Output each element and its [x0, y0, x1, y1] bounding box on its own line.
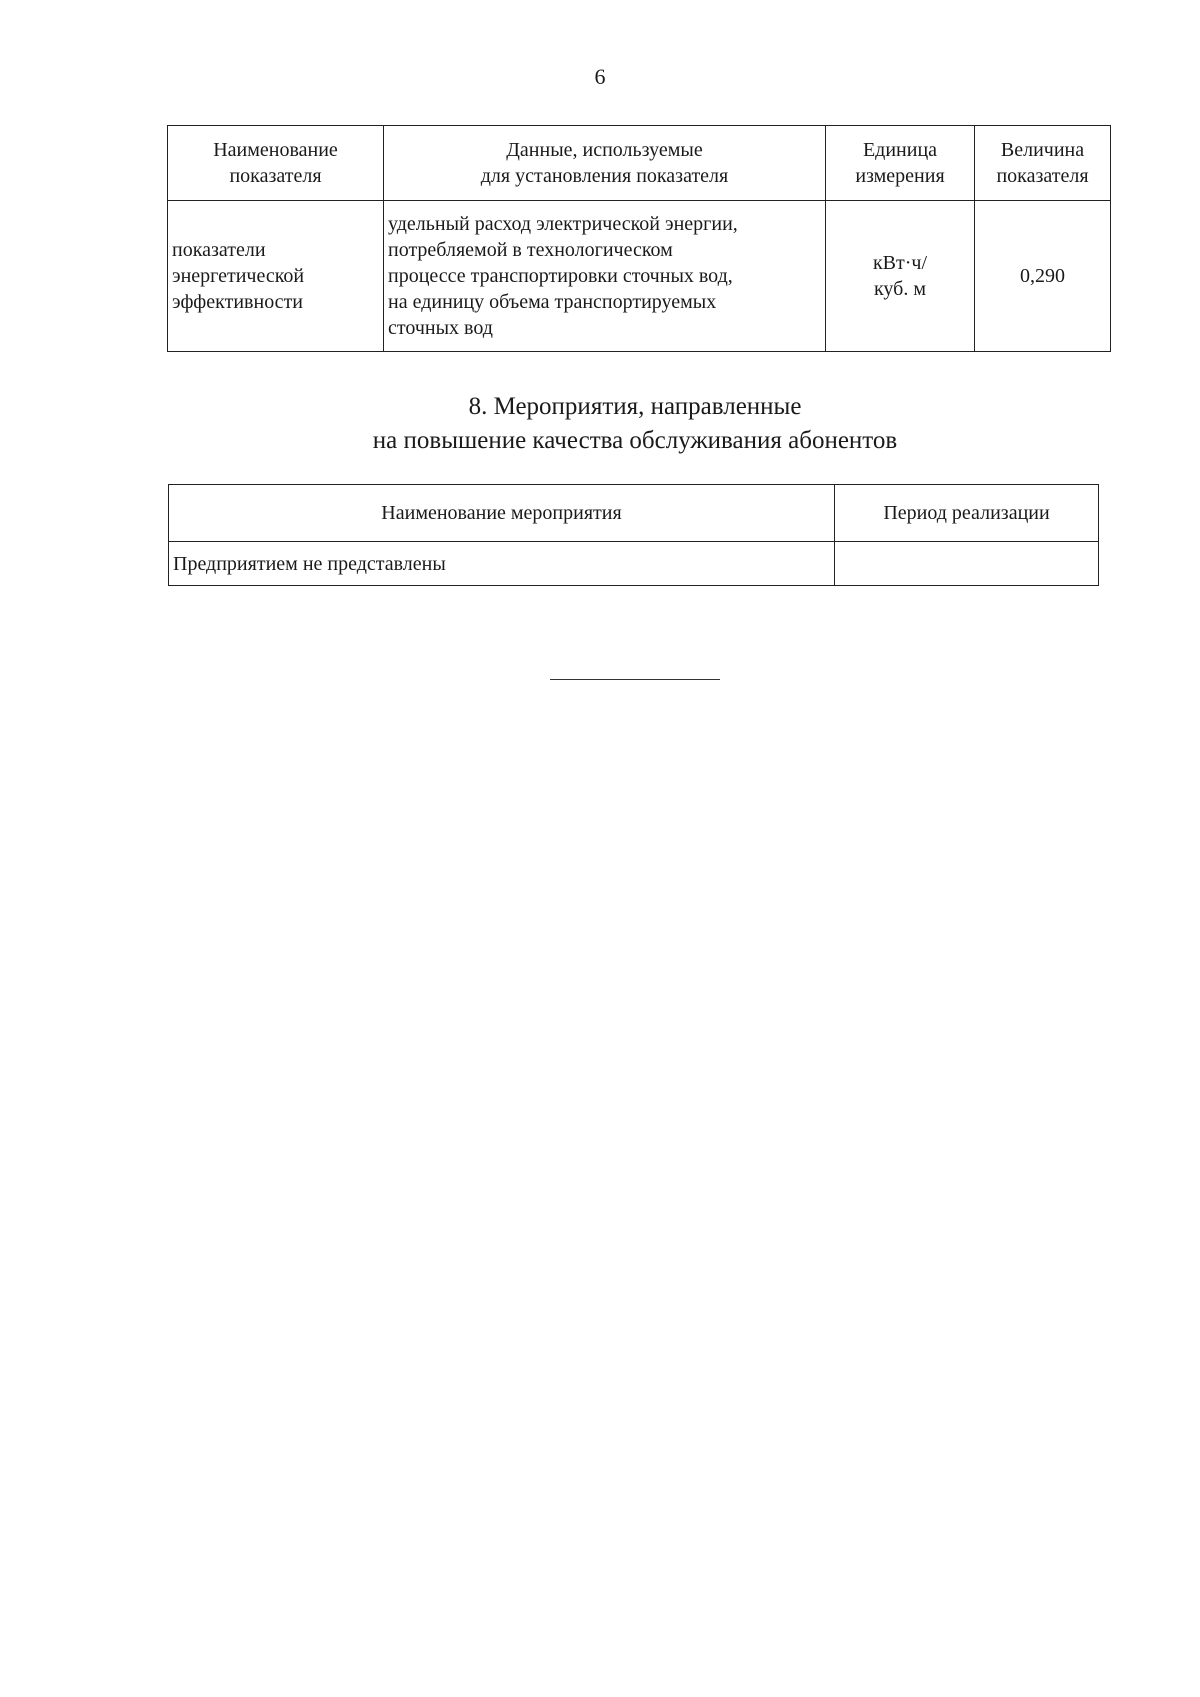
column-header-period: Период реализации: [835, 485, 1099, 542]
table-header-row: [169, 485, 1099, 542]
section-heading: [0, 390, 1200, 458]
column-header-unit: Единица измерения: [826, 126, 975, 201]
column-header-source-data: Данные, используемые для установления показателя: [384, 126, 826, 201]
table-row: [169, 542, 1099, 586]
indicator-name-cell: показатели энергетической эффективности: [168, 201, 384, 352]
table-row: [168, 201, 1111, 352]
page-number: 6: [594, 64, 606, 89]
indicator-data-cell: удельный расход электрической энергии, потребляемой в технологическом процессе транспортировки сточных вод, на единицу объема транспортируемых сточных вод: [384, 201, 826, 352]
end-of-document-rule: [550, 679, 720, 680]
measure-name-cell: Предприятием не представлены: [169, 542, 835, 586]
column-header-value: Величина показателя: [975, 126, 1111, 201]
measure-period-cell: [835, 542, 1099, 586]
section-heading-line-2: на повышение качества обслуживания абонентов: [372, 427, 898, 454]
column-header-measure-name: Наименование мероприятия: [169, 485, 835, 542]
indicator-value-cell: 0,290: [975, 201, 1111, 352]
column-header-indicator-name: Наименование показателя: [168, 126, 384, 201]
indicators-table: [167, 125, 1111, 352]
section-heading-line-1: 8. Мероприятия, направленные: [468, 393, 802, 420]
table-header-row: [168, 126, 1111, 201]
measures-table: [168, 484, 1099, 586]
indicator-unit-cell: кВт·ч/ куб. м: [826, 201, 975, 352]
